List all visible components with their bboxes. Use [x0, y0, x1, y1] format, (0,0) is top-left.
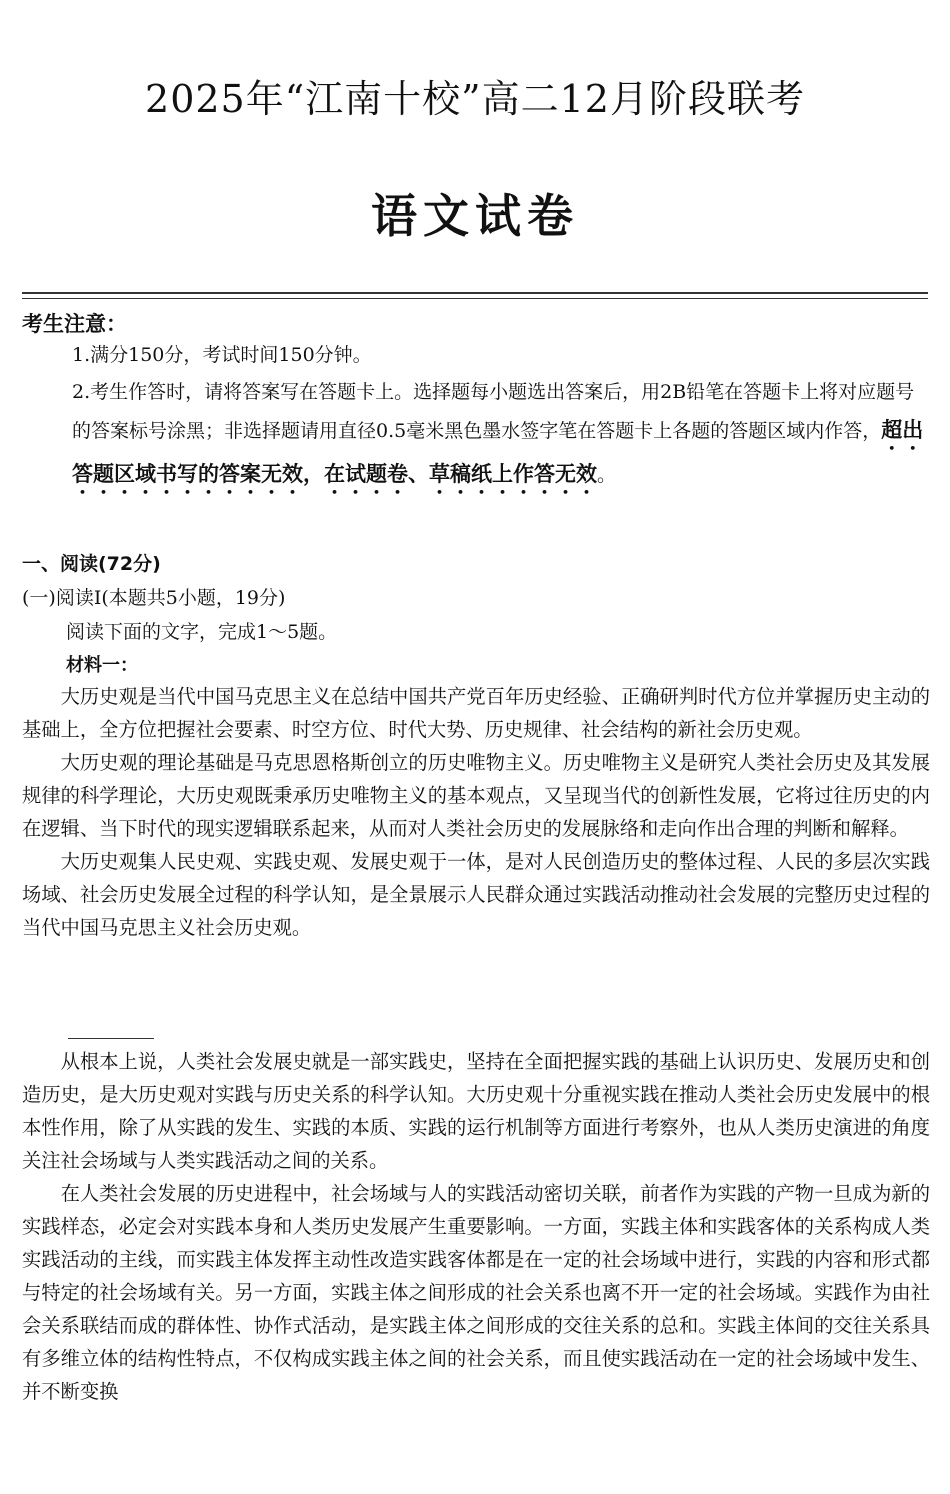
exam-subject: 语文试卷: [371, 189, 579, 243]
footnote-rule: [68, 1038, 154, 1039]
paragraph: 大历史观集人民史观、实践史观、发展史观于一体，是对人民创造历史的整体过程、人民的多层次实践场域、社会历史发展全过程的科学认知，是全景展示人民群众通过实践活动推动社会发展的完整历史过程的当代中国马克思主义社会历史观。: [22, 850, 930, 939]
section-heading: 一、阅读(72分): [22, 553, 161, 575]
paragraph: 大历史观是当代中国马克思主义在总结中国共产党百年历史经验、正确研判时代方位并掌握历史主动的基础上，全方位把握社会要素、时空方位、时代大势、历史规律、社会结构的新社会历史观。: [22, 685, 930, 741]
notice-item-2-end: 。: [597, 464, 617, 486]
notice-item-2-emphasis: 超出答题区域书写的答案无效，在试题卷、草稿纸上作答无效: [72, 418, 924, 486]
subsection-heading: (一)阅读Ⅰ(本题共5小题，19分): [22, 587, 286, 609]
paragraph: 从根本上说，人类社会发展史就是一部实践史，坚持在全面把握实践的基础上认识历史、发展历史和创造历史，是大历史观对实践与历史关系的科学认知。大历史观十分重视实践在推动人类社会历史发展中的根本性作用，除了从实践的发生、实践的本质、实践的运行机制等方面进行考察外，也从人类历史演进的角度关注社会场域与人类实践活动之间的关系。: [22, 1050, 930, 1172]
notice-item-1: 1.满分150分，考试时间150分钟。: [72, 344, 372, 366]
reading-instruction: 阅读下面的文字，完成1～5题。: [66, 621, 338, 643]
notice-heading: 考生注意：: [22, 312, 127, 336]
material-label: 材料一：: [66, 655, 138, 676]
material-1-continued: [22, 1045, 930, 1408]
divider-thin: [22, 298, 928, 299]
notice-item-2: [72, 373, 930, 499]
paragraph: 大历史观的理论基础是马克思恩格斯创立的历史唯物主义。历史唯物主义是研究人类社会历史及其发展规律的科学理论，大历史观既秉承历史唯物主义的基本观点，又呈现当代的创新性发展，它将过往历史的内在逻辑、当下时代的现实逻辑联系起来，从而对人类社会历史的发展脉络和走向作出合理的判断和解释。: [22, 751, 930, 840]
paragraph: 在人类社会发展的历史进程中，社会场域与人的实践活动密切关联，前者作为实践的产物一旦成为新的实践样态，必定会对实践本身和人类历史发展产生重要影响。一方面，实践主体和实践客体的关系构成人类实践活动的主线，而实践主体发挥主动性改造实践客体都是在一定的社会场域中进行，实践的内容和形式都与特定的社会场域有关。另一方面，实践主体之间形成的社会关系也离不开一定的社会场域。实践作为由社会关系联结而成的群体性、协作式活动，是实践主体之间形成的交往关系的总和。实践主体间的交往关系具有多维立体的结构性特点，不仅构成实践主体之间的社会关系，而且使实践活动在一定的社会场域中发生、并不断变换: [22, 1182, 930, 1403]
divider-thick: [22, 292, 928, 294]
exam-title: 2025年“江南十校”高二12月阶段联考: [145, 77, 805, 121]
notice-item-2-text: 2.考生作答时，请将答案写在答题卡上。选择题每小题选出答案后，用2B铅笔在答题卡上将对应题号的答案标号涂黑；非选择题请用直径0.5毫米黑色墨水签字笔在答题卡上各题的答题区域内作答，: [72, 381, 915, 442]
material-1-passage: [22, 680, 930, 944]
